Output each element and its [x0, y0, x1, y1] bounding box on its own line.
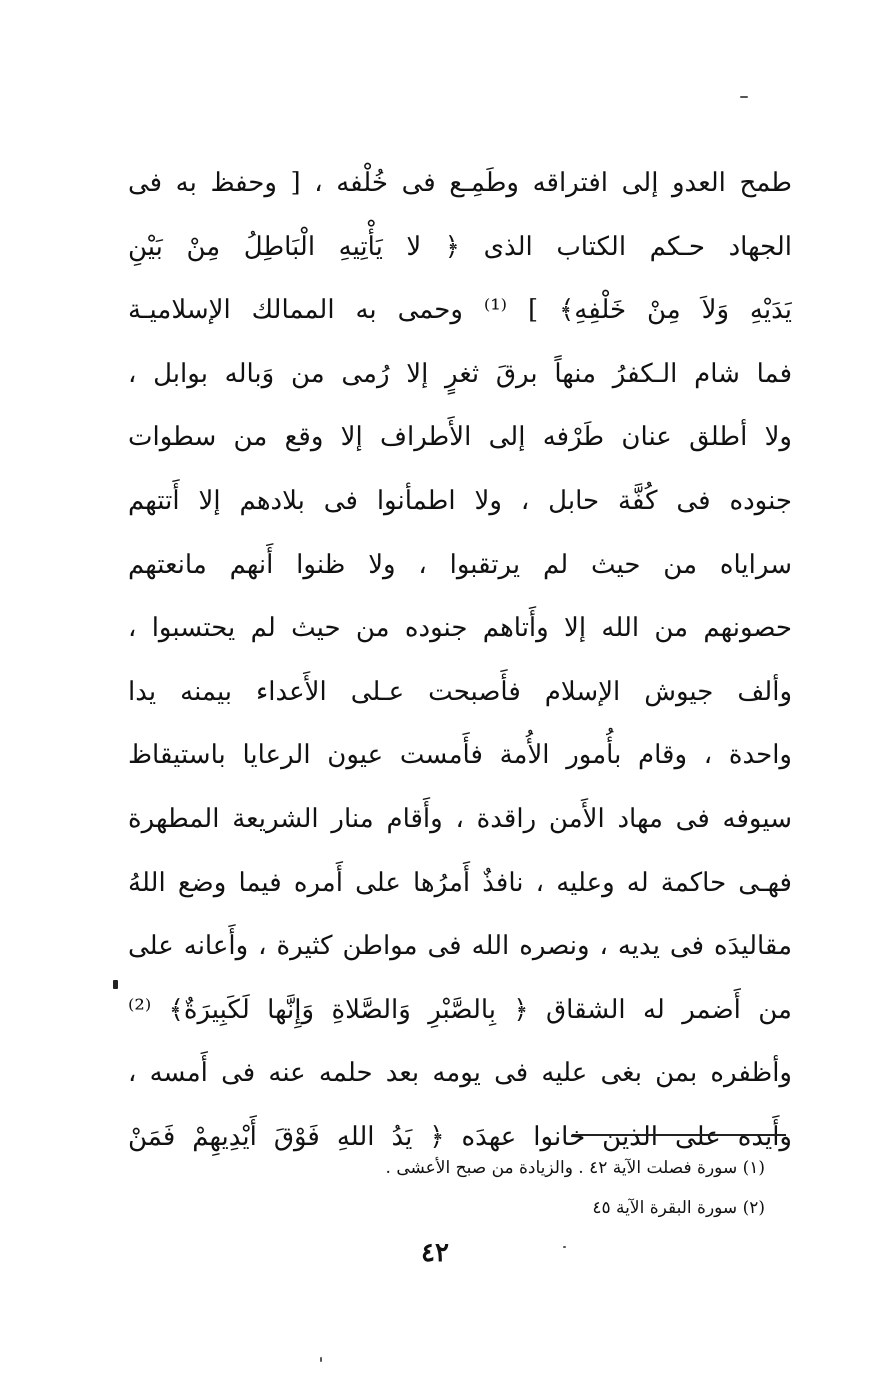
body-text	[128, 152, 792, 1170]
scan-speck	[113, 980, 118, 989]
footnote-2: (٢) سورة البقرة الآية ٤٥	[592, 1198, 765, 1218]
text-line: يَدَيْهِ وَلاَ مِنْ خَلْفِهِ﴾ ] ⁽¹⁾ وحمى به الممالك الإسلاميـة	[128, 295, 792, 326]
text-line: طمح العدو إلى افتراقه وطَمِـع فى خُلْفه ، [ وحفظ به فى	[128, 168, 792, 198]
footnotes	[265, 1148, 765, 1228]
footnote-divider	[572, 1134, 786, 1136]
text-line: من أَضمر له الشقاق ﴿ بِالصَّبْرِ وَالصَّلاةِ وَإِنَّها لَكَبِيرَةٌ﴾ ⁽²⁾	[128, 994, 792, 1025]
page-number: ٤٢	[421, 1238, 449, 1268]
text-line: مقاليدَه فى يديه ، ونصره الله فى مواطن كثيرة ، وأَعانه على	[128, 931, 792, 962]
text-line: فهـى حاكمة له وعليه ، نافذٌ أَمرُها على أَمره فيما وضع اللهُ	[128, 867, 792, 898]
scan-speck	[563, 1246, 566, 1248]
footnote-1: (١) سورة فصلت الآية ٤٢ . والزيادة من صبح الأعشى .	[385, 1158, 765, 1178]
text-line: جنوده فى كُفَّة حابل ، ولا اطمأنوا فى بلادهم إلا أَتتهم	[128, 485, 792, 516]
text-line: فما شام الـكفرُ منهاً برقَ ثغرٍ إلا رُمى من وَباله بوابل ،	[128, 358, 792, 389]
text-line: الجهاد حـكم الكتاب الذى ﴿ لا يَأْتِيهِ الْبَاطِلُ مِنْ بَيْنِ	[128, 231, 792, 262]
text-line: ولا أطلق عنان طَرْفه إلى الأَطراف إلا وقع من سطوات	[128, 422, 792, 453]
text-line: سيوفه فى مهاد الأَمن راقدة ، وأَقام منار الشريعة المطهرة	[128, 803, 792, 834]
text-line: وأظفره بمن بغى عليه فى يومه بعد حلمه عنه فى أَمسه ،	[128, 1058, 792, 1089]
text-line: سراياه من حيث لم يرتقبوا ، ولا ظنوا أَنهم مانعتهم	[128, 549, 792, 580]
text-line: وألف جيوش الإسلام فأَصبحت عـلى الأَعداء بيمنه يدا	[128, 676, 792, 707]
scan-speck	[320, 1357, 322, 1362]
scan-speck	[740, 96, 748, 98]
text-line: وأَيده على الذين خانوا عهدَه ﴿ يَدُ اللهِ فَوْقَ أَيْدِيهِمْ فَمَنْ	[128, 1121, 792, 1152]
text-line: واحدة ، وقام بأُمور الأُمة فأَمست عيون الرعايا باستيقاظ	[128, 740, 792, 771]
text-line: حصونهم من الله إلا وأَتاهم جنوده من حيث لم يحتسبوا ،	[128, 613, 792, 644]
